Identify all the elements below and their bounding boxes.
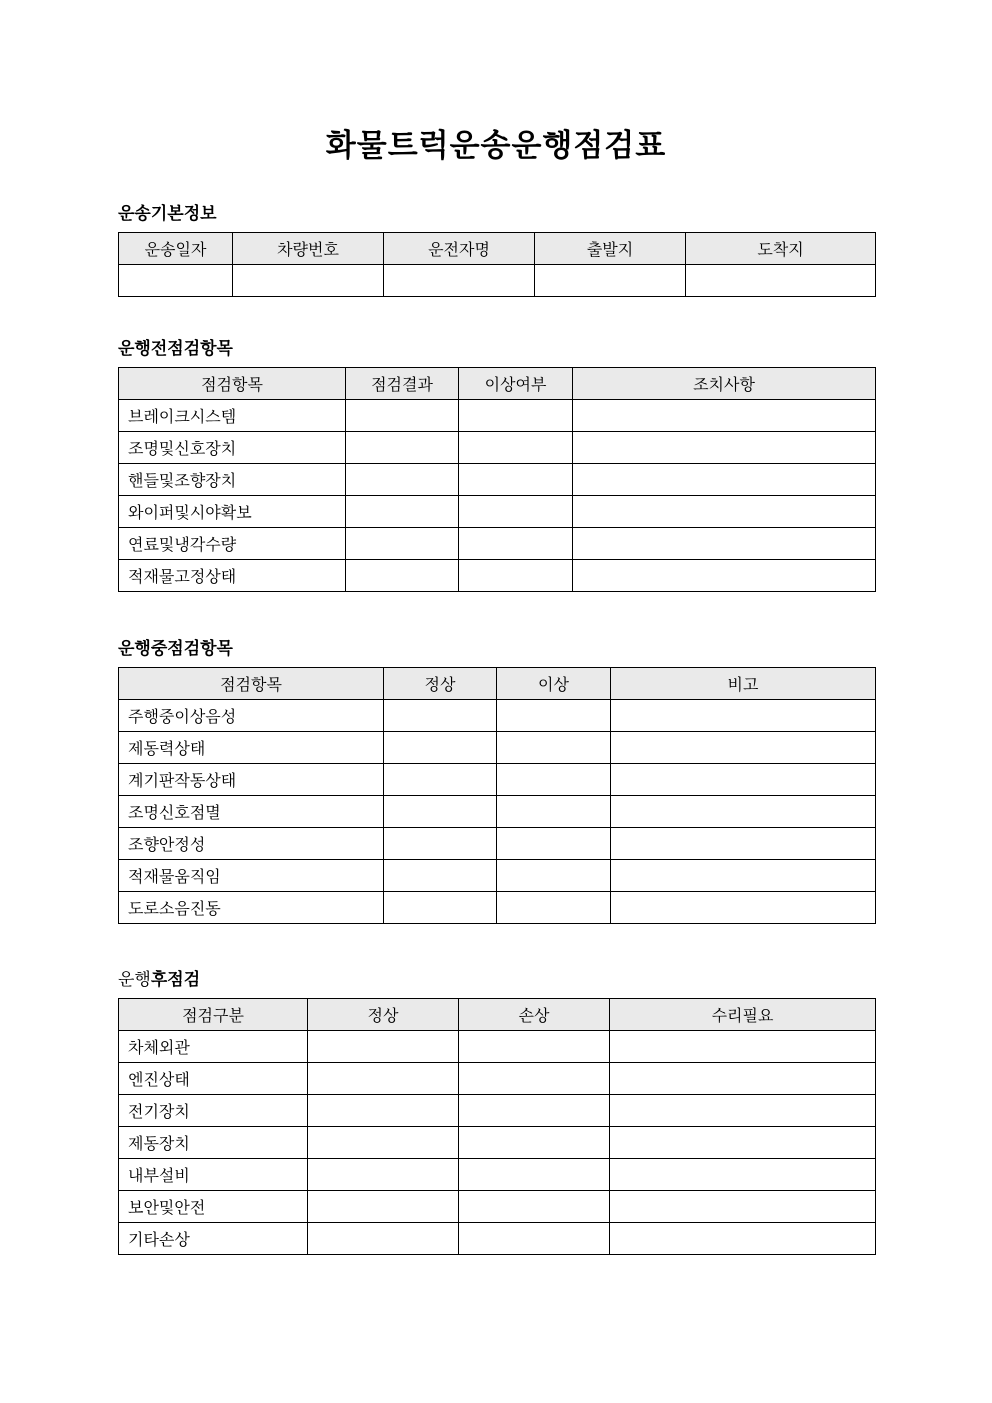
row-label: 계기판작동상태 (119, 764, 384, 796)
table-row (119, 828, 876, 860)
normal-cell[interactable] (308, 1159, 459, 1191)
header-check-result: 점검결과 (346, 368, 459, 400)
remarks-cell[interactable] (611, 732, 876, 764)
abnormal-cell[interactable] (497, 796, 611, 828)
normal-cell[interactable] (308, 1031, 459, 1063)
table-header-row (119, 668, 876, 700)
table-row (119, 700, 876, 732)
abnormal-cell[interactable] (497, 860, 611, 892)
post-trip-table (118, 998, 876, 1255)
row-label: 도로소음진동 (119, 892, 384, 924)
action-cell[interactable] (573, 432, 876, 464)
result-cell[interactable] (346, 496, 459, 528)
post-trip-title-bold: 후점검 (150, 970, 201, 990)
abnormal-cell[interactable] (497, 828, 611, 860)
normal-cell[interactable] (384, 892, 497, 924)
row-label: 주행중이상음성 (119, 700, 384, 732)
row-label: 조명신호점멸 (119, 796, 384, 828)
basic-info-section-title: 운송기본정보 (118, 204, 217, 224)
table-row (119, 528, 876, 560)
table-row (119, 892, 876, 924)
table-row (119, 764, 876, 796)
row-label: 조명및신호장치 (119, 432, 346, 464)
row-label: 내부설비 (119, 1159, 308, 1191)
abnormal-cell[interactable] (459, 464, 573, 496)
action-cell[interactable] (573, 528, 876, 560)
result-cell[interactable] (346, 432, 459, 464)
document-title: 화물트럭운송운행점검표 (325, 128, 667, 164)
normal-cell[interactable] (384, 796, 497, 828)
abnormal-cell[interactable] (459, 400, 573, 432)
repair-cell[interactable] (610, 1095, 876, 1127)
row-label: 연료및냉각수량 (119, 528, 346, 560)
normal-cell[interactable] (384, 732, 497, 764)
table-row (119, 1095, 876, 1127)
normal-cell[interactable] (308, 1063, 459, 1095)
damage-cell[interactable] (459, 1063, 610, 1095)
abnormal-cell[interactable] (497, 700, 611, 732)
pre-trip-table (118, 367, 876, 592)
normal-cell[interactable] (384, 828, 497, 860)
remarks-cell[interactable] (611, 764, 876, 796)
header-abnormal: 이상여부 (459, 368, 573, 400)
vehicle-number-field[interactable] (233, 265, 384, 297)
abnormal-cell[interactable] (497, 892, 611, 924)
remarks-cell[interactable] (611, 860, 876, 892)
table-header-row (119, 233, 876, 265)
row-label: 핸들및조향장치 (119, 464, 346, 496)
repair-cell[interactable] (610, 1159, 876, 1191)
header-damage: 손상 (459, 999, 610, 1031)
normal-cell[interactable] (308, 1223, 459, 1255)
abnormal-cell[interactable] (459, 496, 573, 528)
abnormal-cell[interactable] (497, 732, 611, 764)
destination-field[interactable] (686, 265, 876, 297)
damage-cell[interactable] (459, 1159, 610, 1191)
damage-cell[interactable] (459, 1191, 610, 1223)
abnormal-cell[interactable] (459, 432, 573, 464)
result-cell[interactable] (346, 464, 459, 496)
table-header-row (119, 999, 876, 1031)
header-action: 조치사항 (573, 368, 876, 400)
row-label: 조향안정성 (119, 828, 384, 860)
table-row (119, 560, 876, 592)
row-label: 전기장치 (119, 1095, 308, 1127)
header-check-item: 점검항목 (119, 368, 346, 400)
action-cell[interactable] (573, 400, 876, 432)
remarks-cell[interactable] (611, 796, 876, 828)
table-row (119, 496, 876, 528)
table-row (119, 796, 876, 828)
repair-cell[interactable] (610, 1127, 876, 1159)
header-normal: 정상 (384, 668, 497, 700)
table-row (119, 1127, 876, 1159)
row-label: 적재물고정상태 (119, 560, 346, 592)
remarks-cell[interactable] (611, 892, 876, 924)
origin-field[interactable] (535, 265, 686, 297)
repair-cell[interactable] (610, 1223, 876, 1255)
damage-cell[interactable] (459, 1223, 610, 1255)
table-row (119, 1191, 876, 1223)
pre-trip-section-title: 운행전점검항목 (118, 339, 233, 359)
header-origin: 출발지 (535, 233, 686, 265)
post-trip-title-plain: 운행 (118, 970, 151, 990)
result-cell[interactable] (346, 560, 459, 592)
repair-cell[interactable] (610, 1191, 876, 1223)
header-remarks: 비고 (611, 668, 876, 700)
row-label: 차체외관 (119, 1031, 308, 1063)
table-row (119, 732, 876, 764)
header-destination: 도착지 (686, 233, 876, 265)
header-normal: 정상 (308, 999, 459, 1031)
header-vehicle-number: 차량번호 (233, 233, 384, 265)
action-cell[interactable] (573, 496, 876, 528)
row-label: 엔진상태 (119, 1063, 308, 1095)
table-row (119, 860, 876, 892)
row-label: 와이퍼및시야확보 (119, 496, 346, 528)
row-label: 제동력상태 (119, 732, 384, 764)
table-row (119, 400, 876, 432)
table-row (119, 1063, 876, 1095)
row-label: 보안및안전 (119, 1191, 308, 1223)
header-date: 운송일자 (119, 233, 233, 265)
repair-cell[interactable] (610, 1031, 876, 1063)
row-label: 제동장치 (119, 1127, 308, 1159)
remarks-cell[interactable] (611, 828, 876, 860)
action-cell[interactable] (573, 560, 876, 592)
table-row (119, 464, 876, 496)
normal-cell[interactable] (308, 1095, 459, 1127)
header-abnormal: 이상 (497, 668, 611, 700)
header-driver-name: 운전자명 (384, 233, 535, 265)
table-row (119, 1223, 876, 1255)
table-row (119, 265, 876, 297)
abnormal-cell[interactable] (459, 560, 573, 592)
result-cell[interactable] (346, 400, 459, 432)
header-repair-needed: 수리필요 (610, 999, 876, 1031)
header-check-item: 점검항목 (119, 668, 384, 700)
table-row (119, 1159, 876, 1191)
damage-cell[interactable] (459, 1031, 610, 1063)
row-label: 브레이크시스템 (119, 400, 346, 432)
post-trip-section-title (118, 965, 200, 990)
during-trip-table (118, 667, 876, 924)
header-check-category: 점검구분 (119, 999, 308, 1031)
table-row (119, 432, 876, 464)
date-field[interactable] (119, 265, 233, 297)
remarks-cell[interactable] (611, 700, 876, 732)
during-trip-section-title: 운행중점검항목 (118, 639, 233, 659)
table-row (119, 1031, 876, 1063)
abnormal-cell[interactable] (497, 764, 611, 796)
action-cell[interactable] (573, 464, 876, 496)
normal-cell[interactable] (308, 1127, 459, 1159)
damage-cell[interactable] (459, 1127, 610, 1159)
abnormal-cell[interactable] (459, 528, 573, 560)
normal-cell[interactable] (384, 860, 497, 892)
result-cell[interactable] (346, 528, 459, 560)
normal-cell[interactable] (384, 700, 497, 732)
normal-cell[interactable] (308, 1191, 459, 1223)
basic-info-table (118, 232, 876, 297)
row-label: 기타손상 (119, 1223, 308, 1255)
repair-cell[interactable] (610, 1063, 876, 1095)
normal-cell[interactable] (384, 764, 497, 796)
damage-cell[interactable] (459, 1095, 610, 1127)
table-header-row (119, 368, 876, 400)
row-label: 적재물움직임 (119, 860, 384, 892)
driver-name-field[interactable] (384, 265, 535, 297)
